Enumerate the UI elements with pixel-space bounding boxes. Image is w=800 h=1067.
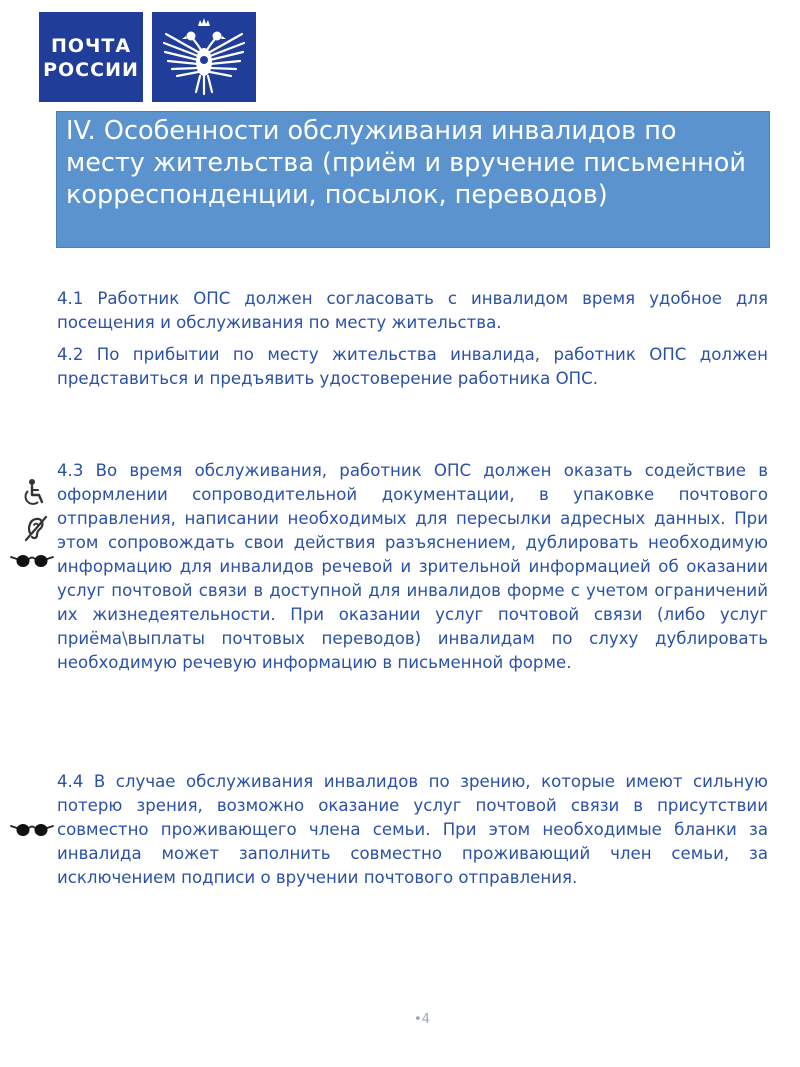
paragraph-4-1-text: 4.1 Работник ОПС должен согласовать с инвалидом время удобное для посещения и обслуживания по месту жительства. (57, 289, 768, 332)
section-title-banner (56, 111, 770, 248)
page-number: •4 (414, 1012, 430, 1027)
paragraph-4-3 (57, 459, 768, 675)
paragraph-4-1 (57, 287, 768, 335)
paragraph-4-2 (57, 343, 768, 391)
russian-post-eagle-emblem-icon (152, 12, 256, 102)
paragraph-4-3-text: 4.3 Во время обслуживания, работник ОПС должен оказать содействие в оформлении сопроводительной документации, в упаковке почтового отправления, написании необходимых для пересылки адресных данных. При этом сопровождать свои действия разъяснением, дублировать необходимую информацию для инвалидов речевой и зрительной информацией об оказании услуг почтовой связи в доступной для инвалидов форме с учетом ограничений их жизнедеятельности. При оказании услуг почтовой связи (либо услуг приёма\выплаты почтовых переводов) инвалидам по слуху дублировать необходимую речевую информацию в письменной форме. (57, 461, 768, 672)
wheelchair-icon (20, 478, 48, 512)
logo-line-1: ПОЧТА (50, 35, 132, 57)
paragraph-4-4-text: 4.4 В случае обслуживания инвалидов по зрению, которые имеют сильную потерю зрения, возможно оказание услуг почтовой связи в присутствии совместно проживающего члена семьи. При этом необходимые бланки за инвалида может заполнить совместно проживающий член семьи, за исключением подписи о вручении почтового отправления. (57, 772, 768, 887)
dark-glasses-icon (10, 551, 54, 573)
russian-post-logo-wordmark (39, 12, 143, 102)
dark-glasses-icon (10, 820, 54, 842)
hearing-impaired-icon (23, 514, 49, 546)
paragraph-4-4 (57, 770, 768, 890)
logo-line-2: РОССИИ (43, 59, 139, 81)
section-title: IV. Особенности обслуживания инвалидов по месту жительства (приём и вручение письменной корреспонденции, посылок, переводов) (66, 116, 746, 210)
paragraph-4-2-text: 4.2 По прибытии по месту жительства инвалида, работник ОПС должен представиться и предъявить удостоверение работника ОПС. (57, 345, 768, 388)
